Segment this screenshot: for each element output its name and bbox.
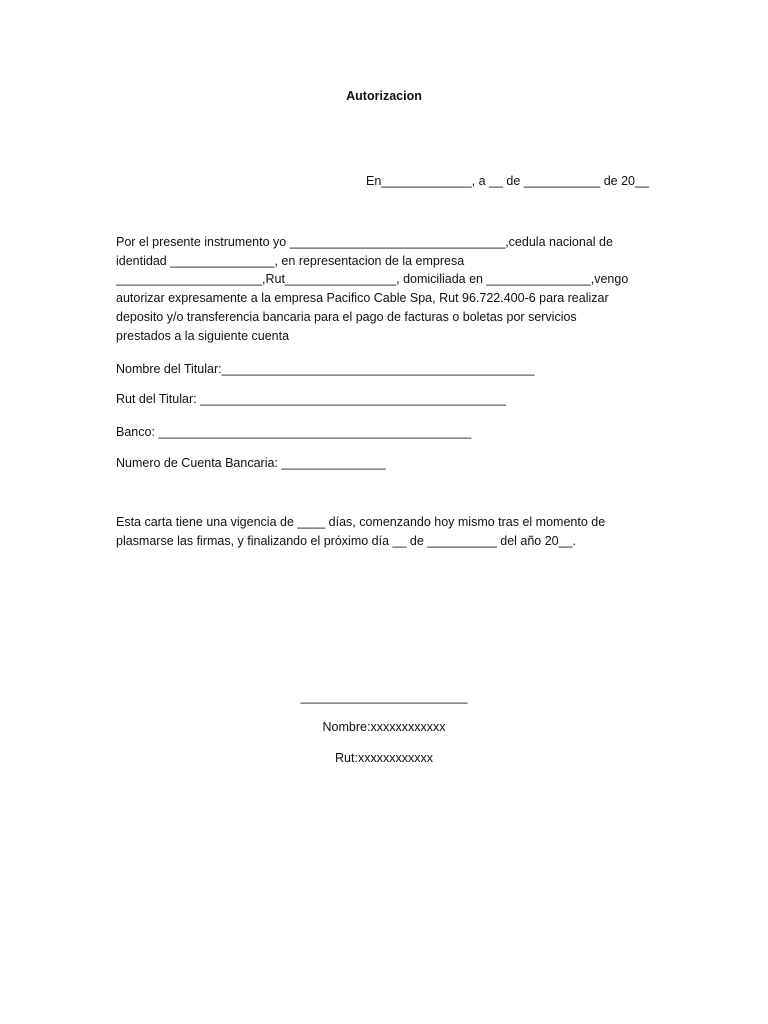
field-nombre-titular: Nombre del Titular:_____________________________________________	[116, 362, 535, 376]
signature-rut-value: xxxxxxxxxxxx	[357, 751, 433, 765]
paragraph-line: identidad _______________, en representacion de la empresa	[116, 253, 465, 268]
signature-line: ________________________	[300, 690, 468, 704]
place-date-line: En_____________, a __ de ___________ de 20__	[366, 174, 649, 188]
authorization-paragraph	[116, 233, 636, 345]
signature-rut	[0, 749, 768, 768]
field-numero-cuenta: Numero de Cuenta Bancaria: _______________	[116, 456, 386, 470]
paragraph-line: plasmarse las firmas, y finalizando el próximo día __ de __________ del año 20__.	[116, 533, 577, 548]
paragraph-line: Esta carta tiene una vigencia de ____ días, comenzando hoy mismo tras el momento de	[116, 515, 606, 529]
signature-name-value: xxxxxxxxxxxx	[370, 720, 446, 734]
validity-paragraph	[116, 513, 636, 550]
field-rut-titular: Rut del Titular: ____________________________________________	[116, 392, 506, 406]
paragraph-line: Por el presente instrumento yo _______________________________,cedula nacional de	[116, 235, 613, 249]
paragraph-line: autorizar expresamente a la empresa Pacifico Cable Spa, Rut 96.722.400-6 para realizar	[116, 291, 609, 306]
signature-name-label: Nombre:	[322, 720, 371, 734]
paragraph-line: _____________________,Rut________________, domiciliada en _______________,vengo	[116, 272, 629, 287]
document-title: Autorizacion	[346, 89, 422, 103]
paragraph-line: deposito y/o transferencia bancaria para el pago de facturas o boletas por servicios	[116, 309, 577, 324]
paragraph-line: prestados a la siguiente cuenta	[116, 328, 290, 343]
signature-rut-label: Rut:	[335, 751, 358, 765]
signature-name	[0, 718, 768, 737]
field-banco: Banco: _____________________________________________	[116, 425, 472, 439]
